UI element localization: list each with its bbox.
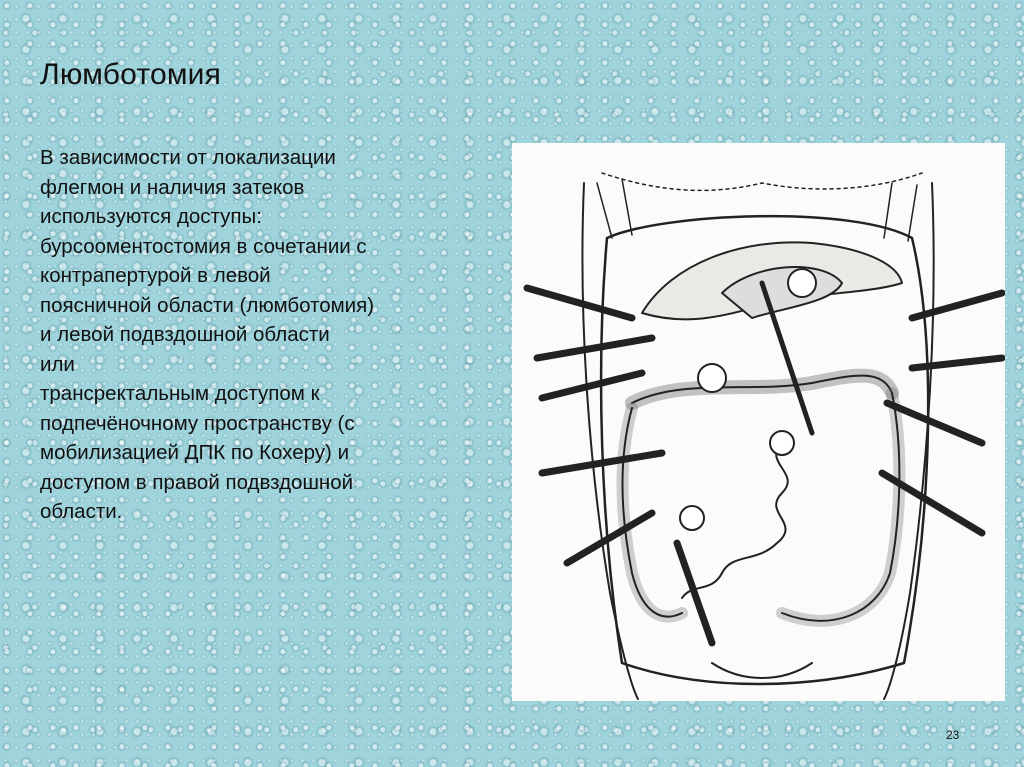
anatomical-figure: [512, 143, 1005, 701]
body-line: контрапертурой в левой: [40, 264, 271, 287]
body-line: бурсооментостомия в сочетании с: [40, 234, 367, 258]
body-line: используются доступы:: [40, 205, 262, 228]
body-line: мобилизацией ДПК по Кохеру) и: [40, 441, 350, 464]
body-line: трансректальным доступом к: [40, 382, 320, 405]
slide-title: Люмботомия: [40, 58, 222, 91]
body-text: [40, 143, 510, 527]
body-line: области.: [40, 500, 123, 523]
anatomical-drawing-icon: [512, 143, 1005, 701]
page-number: 23: [946, 728, 960, 742]
body-line: поясничной области (люмботомия): [40, 293, 375, 317]
body-line: и левой подвздошной области: [40, 323, 330, 346]
body-line: доступом в правой подвздошной: [40, 470, 354, 494]
body-line: подпечёночному пространству (с: [40, 411, 355, 435]
body-line: флегмон и наличия затеков: [40, 175, 305, 199]
body-line: В зависимости от локализации: [40, 146, 336, 169]
body-line: или: [40, 352, 75, 376]
